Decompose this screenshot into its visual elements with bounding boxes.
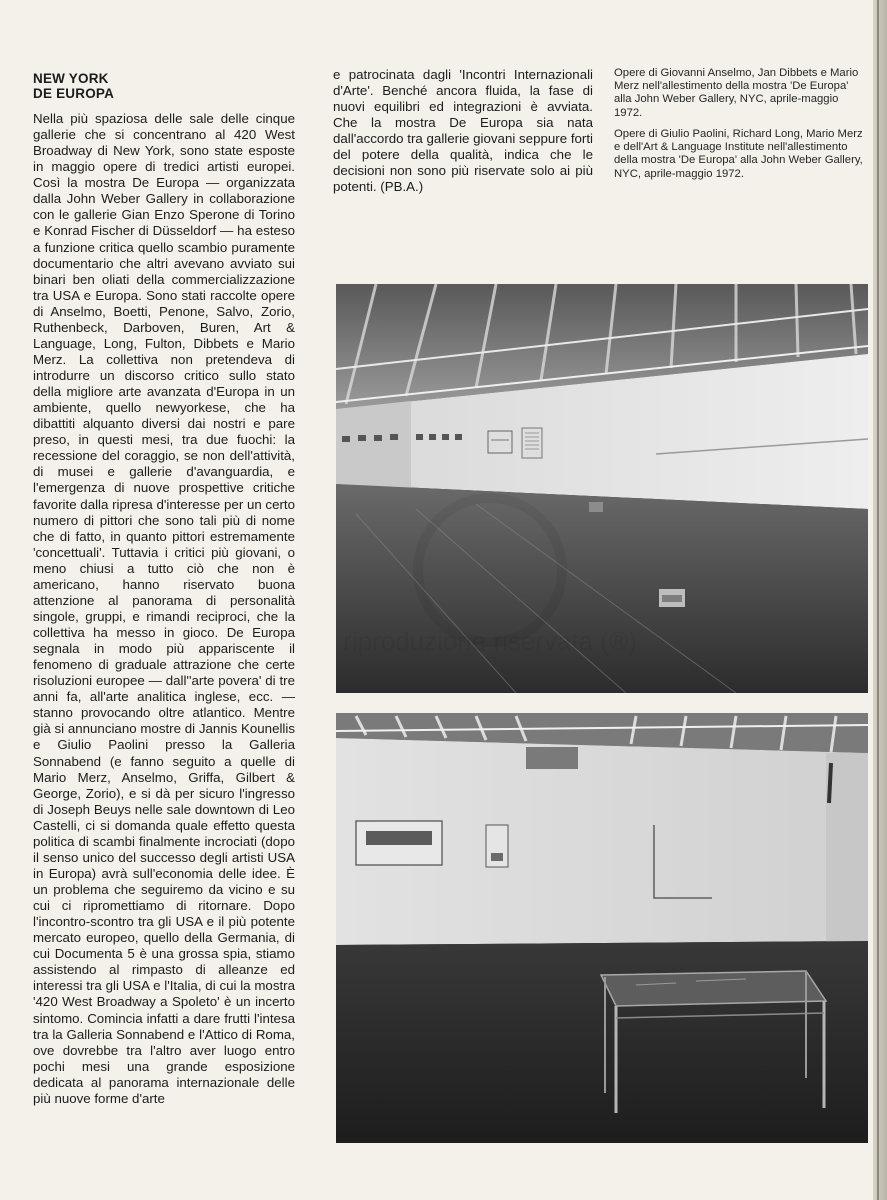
title-line-2: DE EUROPA <box>33 86 115 101</box>
article-column-2 <box>333 67 593 196</box>
photo-caption-1: Opere di Giovanni Anselmo, Jan Dibbets e Mario Merz nell'allestimento della mostra 'De Europa' alla John Weber Gallery, NYC, aprile-maggio 1972. <box>614 67 859 119</box>
article-body-continuation: e patrocinata dagli 'Incontri Internazionali d'Arte'. Benché ancora fluida, la fase di nuovi equilibri ed integrazioni è avviata. Che la mostra De Europa sia nata dall'accordo tra gallerie giovani seppure forti del potere della qualità, indica che le decisioni non sono più riservate solo ai più potenti. (PB.A.) <box>333 67 593 195</box>
photo-caption-2: Opere di Giulio Paolini, Richard Long, Mario Merz e dell'Art & Language Institute nell'allestimento della mostra 'De Europa' alla John Weber Gallery, NYC, aprile-maggio 1972. <box>614 128 863 180</box>
page-edge <box>873 0 887 1200</box>
article-title <box>33 71 293 101</box>
gallery-photo-1 <box>336 284 868 693</box>
gallery-photo-2 <box>336 713 868 1143</box>
article-column-1 <box>33 111 295 1107</box>
article-body-text: Nella più spaziosa delle sale delle cinque gallerie che si concentrano al 420 West Broadway di New York, sono state esposte in maggio opere di tredici artisti europei. Così la mostra De Europa — organizzata dalla John Weber Gallery in collaborazione con le gallerie Gian Enzo Sperone di Torino e Konrad Fischer di Düsseldorf — ha esteso a funzione critica quello scambio puramente documentario che altri avevano avviato sui binari ben oliati della commercializzazione tra USA e Europa. Sono stati raccolte opere di Anselmo, Boetti, Penone, Salvo, Zorio, Ruthenbeck, Darboven, Buren, Art & Language, Long, Fulton, Dibbets e Mario Merz. La collettiva non pretendeva di introdurre un discorso critico sullo stato della migliore arte avanzata d'Europa in un ambiente, quello newyorkese, che ha dibattiti alquanto diversi dai nostri e pare preso, in questi mesi, tra due fuochi: la recessione del coraggio, se non dell'attività, di musei e gallerie d'avanguardia, e l'emergenza di nuove prospettive critiche favorite dalla ripresa d'interesse per un certo numero di pittori che sono tali più di nome che di fatto, in quanto pittori estremamente 'concettuali'. Tuttavia i critici più giovani, o meno chiusi a tutto ciò che non è americano, hanno riservato buona attenzione al panorama di personalità singole, gruppi, e rimandi reciproci, che la collettiva ha messo in gioco. De Europa segnala in modo più appariscente il fenomeno di graduale attrazione che certe risoluzioni europee — dall''arte povera' di tre anni fa, all'arte analitica inglese, ecc. — stanno provocando oltre atlantico. Mentre già si annunciano mostre di Jannis Kounellis e Giulio Paolini presso la Galleria Sonnabend (e fanno seguito a quelle di Mario Merz, Anselmo, Griffa, Gilbert & George, Zorio), e si dà per sicuro l'ingresso di Joseph Beuys nelle sale downtown di Leo Castelli, ci si domanda quale effetto questa politica di scambi finalmente incrociati (dopo il senso unico del successo degli artisti USA in Europa) avrà sull'economia delle idee. È un problema che seguiremo da vicino e su cui ci ripromettiamo di ritornare. Dopo l'incontro-scontro tra gli USA e il più potente mercato europeo, quello della Germania, di cui Documenta 5 è una grossa spia, stiamo assistendo al rimpasto di alleanze ed interessi tra gli USA e l'Italia, di cui la mostra '420 West Broadway a Spoleto' è un incerto sintomo. Comincia infatti a dare frutti l'intesa tra la Galleria Sonnabend e l'Attico di Roma, ove dovrebbe tra l'altro aver luogo entro pochi mesi una grande esposizione dedicata al panorama internazionale delle più nuove forme d'arte <box>33 111 295 1106</box>
title-line-1: NEW YORK <box>33 71 109 86</box>
